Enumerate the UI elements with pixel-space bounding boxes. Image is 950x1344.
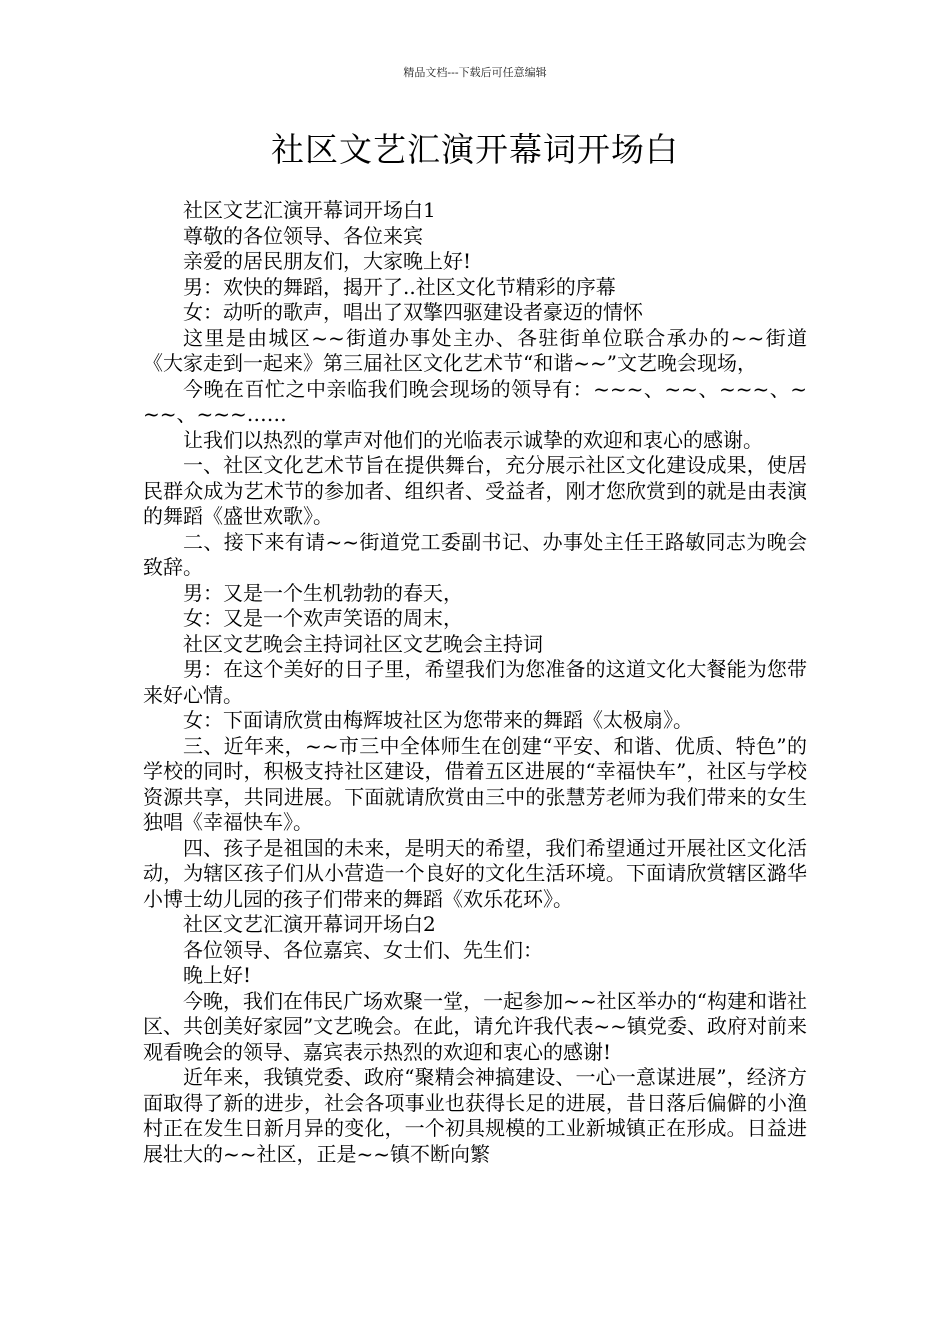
paragraph: 二、接下来有请~~街道党工委副书记、办事处主任王路敏同志为晚会致辞。 (143, 529, 807, 579)
paragraph: 三、近年来，~~市三中全体师生在创建“平安、和谐、优质、特色”的学校的同时，积极支持社区建设，借着五区进展的“幸福快车”，社区与学校资源共享，共同进展。下面就请欣赏由三中的张慧芳老师为我们带来的女生独唱《幸福快车》。 (143, 733, 807, 834)
paragraph: 女：下面请欣赏由梅辉坡社区为您带来的舞蹈《太极扇》。 (183, 708, 693, 732)
paragraph: 一、社区文化艺术节旨在提供舞台，充分展示社区文化建设成果，使居民群众成为艺术节的参加者、组织者、受益者，刚才您欣赏到的就是由表演的舞蹈《盛世欢歌》。 (143, 453, 807, 528)
paragraph: 女：又是一个欢声笑语的周末， (183, 606, 463, 630)
paragraph: 这里是由城区~~街道办事处主办、各驻街单位联合承办的~~街道《大家走到一起来》第三届社区文化艺术节“和谐~~”文艺晚会现场， (143, 325, 807, 375)
paragraph: 近年来，我镇党委、政府“聚精会神搞建设、一心一意谋进展”，经济方面取得了新的进步，社会各项事业也获得长足的进展，昔日落后偏僻的小渔村正在发生日新月异的变化，一个初具规模的工业新城镇正在形成。日益进展壮大的~~社区，正是~~镇不断向繁 (143, 1065, 807, 1166)
document-body (143, 198, 807, 1167)
paragraph: 各位领导、各位嘉宾、女士们、先生们： (183, 937, 543, 962)
paragraph: 男：又是一个生机勃勃的春天， (183, 580, 463, 605)
paragraph: 男：在这个美好的日子里，希望我们为您准备的这道文化大餐能为您带来好心情。 (143, 657, 807, 707)
paragraph: 让我们以热烈的掌声对他们的光临表示诚挚的欢迎和衷心的感谢。 (183, 427, 763, 452)
paragraph: 四、孩子是祖国的未来，是明天的希望，我们希望通过开展社区文化活动，为辖区孩子们从小营造一个良好的文化生活环境。下面请欣赏辖区潞华小博士幼儿园的孩子们带来的舞蹈《欢乐花环》。 (143, 835, 807, 911)
paragraph: 晚上好! (183, 963, 252, 987)
paragraph: 女：动听的歌声，唱出了双擎四驱建设者豪迈的情怀 (183, 300, 643, 324)
paragraph: 社区文艺汇演开幕词开场白2 (183, 912, 436, 936)
paragraph: 社区文艺晚会主持词社区文艺晚会主持词 (183, 631, 543, 656)
paragraph: 社区文艺汇演开幕词开场白1 (183, 198, 436, 222)
paragraph: 今晚，我们在伟民广场欢聚一堂，一起参加~~社区举办的“构建和谐社区、共创美好家园”文艺晚会。在此，请允许我代表~~镇党委、政府对前来观看晚会的领导、嘉宾表示热烈的欢迎和衷心的感谢! (143, 988, 807, 1064)
paragraph: 亲爱的居民朋友们，大家晚上好! (183, 249, 472, 273)
paragraph: 尊敬的各位领导、各位来宾 (183, 223, 423, 248)
document-title: 社区文艺汇演开幕词开场白 (271, 130, 679, 169)
paragraph: 今晚在百忙之中亲临我们晚会现场的领导有：~~~、~~、~~~、~~~、~~~…… (143, 376, 807, 426)
header-note: 精品文档---下载后可任意编辑 (403, 66, 547, 79)
paragraph: 男：欢快的舞蹈，揭开了..社区文化节精彩的序幕 (183, 274, 616, 299)
